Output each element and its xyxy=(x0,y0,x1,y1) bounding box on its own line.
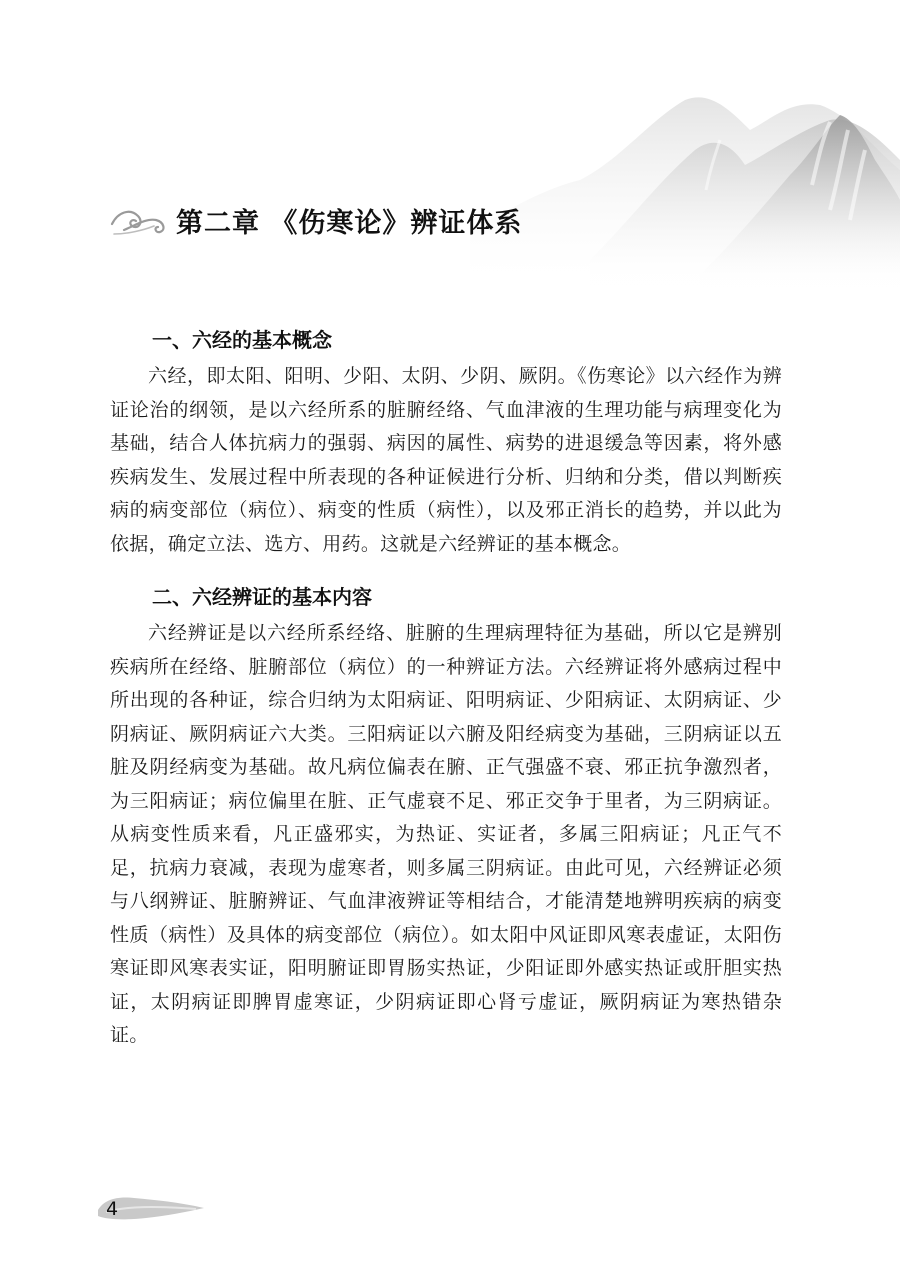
section-heading: 二、六经辨证的基本内容 xyxy=(152,585,372,609)
ink-mountain-painting xyxy=(470,60,900,290)
chapter-title: 第二章 《伤寒论》辨证体系 xyxy=(176,207,523,239)
chapter-header xyxy=(110,190,522,250)
main-content xyxy=(110,320,782,1063)
paragraph: 六经，即太阳、阳明、少阳、太阴、少阴、厥阴。《伤寒论》以六经作为辨证论治的纲领，是以六经所系的脏腑经络、气血津液的生理功能与病理变化为基础，结合人体抗病力的强弱、病因的属性、病势的进退缓急等因素，将外感疾病发生、发展过程中所表现的各种证候进行分析、归纳和分类，借以判断疾病的病变部位（病位）、病变的性质（病性），以及邪正消长的趋势，并以此为依据，确定立法、选方、用药。这就是六经辨证的基本概念。 xyxy=(110,365,782,555)
page-footer xyxy=(96,1188,206,1228)
swirl-cloud-icon xyxy=(110,200,170,240)
paragraph: 六经辨证是以六经所系经络、脏腑的生理病理特征为基础，所以它是辨别疾病所在经络、脏腑部位（病位）的一种辨证方法。六经辨证将外感病过程中所出现的各种证，综合归纳为太阳病证、阳明病证、少阳病证、太阴病证、少阴病证、厥阴病证六大类。三阳病证以六腑及阳经病变为基础，三阴病证以五脏及阴经病变为基础。故凡病位偏表在腑、正气强盛不衰、邪正抗争激烈者，为三阳病证；病位偏里在脏、正气虚衰不足、邪正交争于里者，为三阴病证。从病变性质来看，凡正盛邪实，为热证、实证者，多属三阳病证；凡正气不足，抗病力衰减，表现为虚寒者，则多属三阴病证。由此可见，六经辨证必须与八纲辨证、脏腑辨证、气血津液辨证等相结合，才能清楚地辨明疾病的病变性质（病性）及具体的病变部位（病位）。如太阳中风证即风寒表虚证，太阳伤寒证即风寒表实证，阳明腑证即胃肠实热证，少阳证即外感实热证或肝胆实热证，太阴病证即脾胃虚寒证，少阴病证即心肾亏虚证，厥阴病证为寒热错杂证。 xyxy=(110,622,782,1046)
section-heading: 一、六经的基本概念 xyxy=(152,328,332,352)
page-number: 4 xyxy=(106,1198,119,1220)
